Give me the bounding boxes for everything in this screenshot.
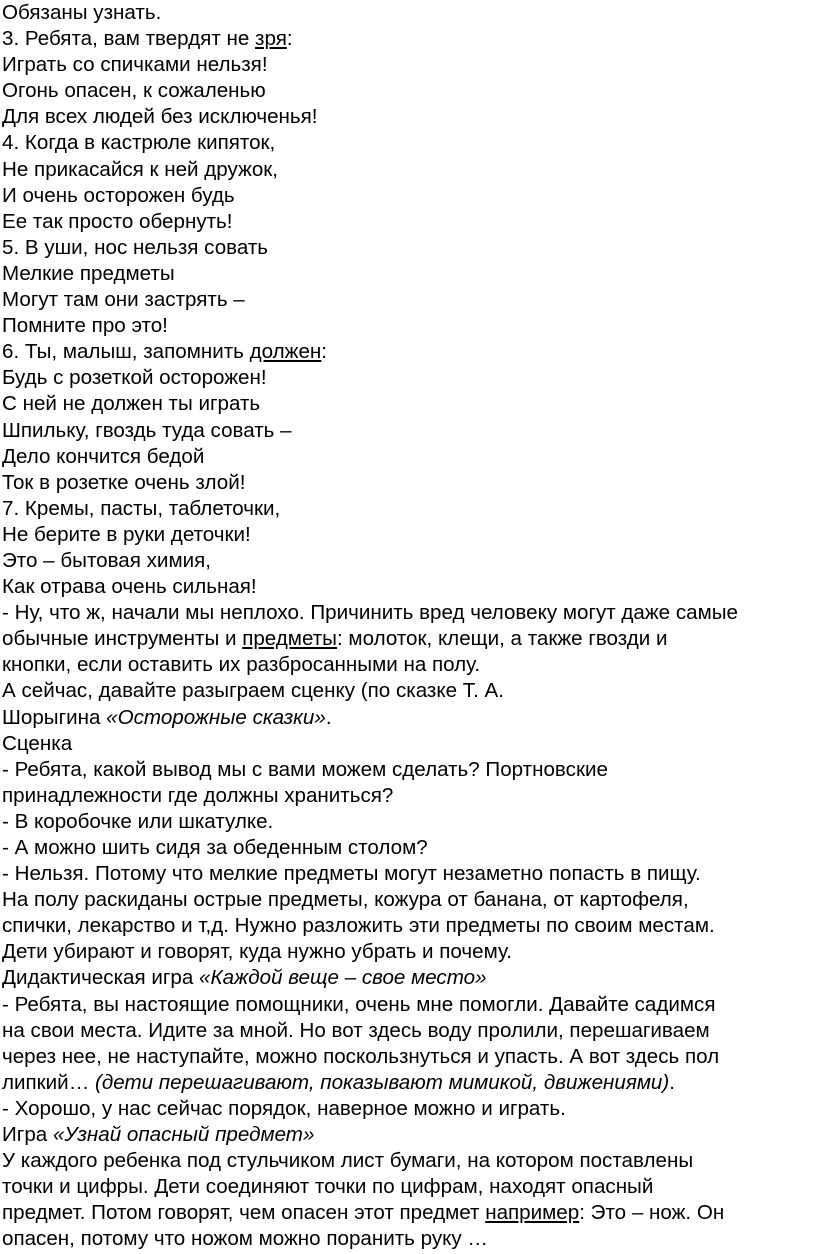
text-line: - А можно шить сидя за обеденным столом? [2, 836, 428, 859]
text-line: С ней не должен ты играть [2, 392, 261, 416]
text-line: Ее так просто обернуть! [2, 209, 233, 233]
text-line: А сейчас, давайте разыграем сценку (по сказке Т. А. [2, 679, 504, 703]
text-line: кнопки, если оставить их разбросанными на полу. [2, 653, 481, 677]
text-line: Для всех людей без исключенья! [2, 105, 318, 129]
underlined-word: например [485, 1201, 580, 1225]
text-line: Сценка [2, 731, 73, 755]
text-line: - Ребята, какой вывод мы с вами можем сделать? Портновские [2, 757, 608, 781]
text-line: Помните про это! [2, 314, 168, 338]
text-segment: обычные инструменты и [2, 627, 243, 651]
text-segment: : [286, 27, 293, 51]
text-line: Играть со спичками нельзя! [2, 53, 268, 77]
italic-text: (дети перешагивают, показывают мимикой, движениями) [95, 1070, 670, 1094]
text-line [2, 626, 814, 652]
text-line: - Хорошо, у нас сейчас порядок, наверное можно и играть. [2, 1096, 566, 1120]
text-line: На полу раскиданы острые предметы, кожура от банана, от картофеля, [2, 888, 689, 912]
text-line: Мелкие предметы [2, 261, 175, 285]
text-segment: 3. Ребята, вам твердят не [2, 27, 256, 51]
text-line: Не прикасайся к ней дружок, [2, 157, 279, 181]
text-line: Это – бытовая химия, [2, 548, 211, 572]
text-line: - Ну, что ж, начали мы неплохо. Причинить вред человеку могут даже самые [2, 601, 739, 625]
text-line: У каждого ребенка под стульчиком лист бумаги, на котором поставлены [2, 1149, 694, 1173]
text-line: точки и цифры. Дети соединяют точки по цифрам, находят опасный [2, 1175, 654, 1199]
text-line: Могут там они застрять – [2, 288, 245, 312]
text-line [2, 965, 814, 991]
text-line: 7. Кремы, пасты, таблеточки, [2, 496, 281, 520]
italic-text: «Осторожные сказки» [106, 705, 326, 729]
text-line: Не берите в руки деточки! [2, 522, 251, 546]
text-line: Дело кончится бедой [2, 444, 205, 468]
text-line: Ток в розетке очень злой! [2, 470, 246, 494]
text-segment: Дидактическая игра [2, 966, 200, 990]
text-segment: 6. Ты, малыш, запомнить [2, 340, 250, 364]
text-segment: Игра [2, 1123, 53, 1147]
text-line [2, 1070, 814, 1096]
text-line: 4. Когда в кастрюле кипяток, [2, 131, 276, 155]
text-line: Будь с розеткой осторожен! [2, 366, 267, 390]
document-body [2, 0, 814, 1253]
underlined-word: предметы [242, 627, 337, 651]
text-line: Дети убирают и говорят, куда нужно убрать и почему. [2, 940, 512, 964]
text-line [2, 705, 814, 731]
text-line: И очень осторожен будь [2, 183, 235, 207]
text-segment: . [325, 705, 332, 729]
underlined-word: должен [249, 340, 322, 364]
text-line: Как отрава очень сильная! [2, 575, 257, 599]
text-line: - Нельзя. Потому что мелкие предметы могут незаметно попасть в пищу. [2, 862, 701, 886]
text-line: опасен, потому что ножом можно поранить руку … [2, 1227, 488, 1251]
text-line: спички, лекарство и т,д. Нужно разложить эти предметы по своим местам. [2, 914, 715, 938]
text-segment: : [321, 340, 328, 364]
text-segment: : молоток, клещи, а также гвозди и [336, 627, 668, 651]
text-line [2, 1200, 814, 1226]
underlined-word: зря [255, 27, 287, 51]
text-line: Огонь опасен, к сожаленью [2, 79, 266, 103]
text-line: - В коробочке или шкатулке. [2, 809, 274, 833]
text-segment: : Это – нож. Он [579, 1201, 725, 1225]
text-line [2, 1122, 814, 1148]
text-line [2, 26, 814, 52]
text-line: через нее, не наступайте, можно поскользнуться и упасть. А вот здесь пол [2, 1044, 720, 1068]
text-line [2, 339, 814, 365]
italic-text: «Узнай опасный предмет» [52, 1123, 315, 1147]
text-segment: . [669, 1070, 675, 1094]
text-segment: предмет. Потом говорят, чем опасен этот предмет [2, 1201, 486, 1225]
italic-text: «Каждой веще – свое место» [199, 966, 487, 990]
text-segment: липкий… [2, 1070, 96, 1094]
text-line: 5. В уши, нос нельзя совать [2, 235, 269, 259]
text-line: на свои места. Идите за мной. Но вот здесь воду пролили, перешагиваем [2, 1018, 710, 1042]
text-line: принадлежности где должны храниться? [2, 783, 394, 807]
text-line: Обязаны узнать. [2, 1, 162, 24]
text-line: Шпильку, гвоздь туда совать – [2, 418, 292, 442]
text-line: - Ребята, вы настоящие помощники, очень мне помогли. Давайте садимся [2, 992, 716, 1016]
text-segment: Шорыгина [2, 705, 107, 729]
